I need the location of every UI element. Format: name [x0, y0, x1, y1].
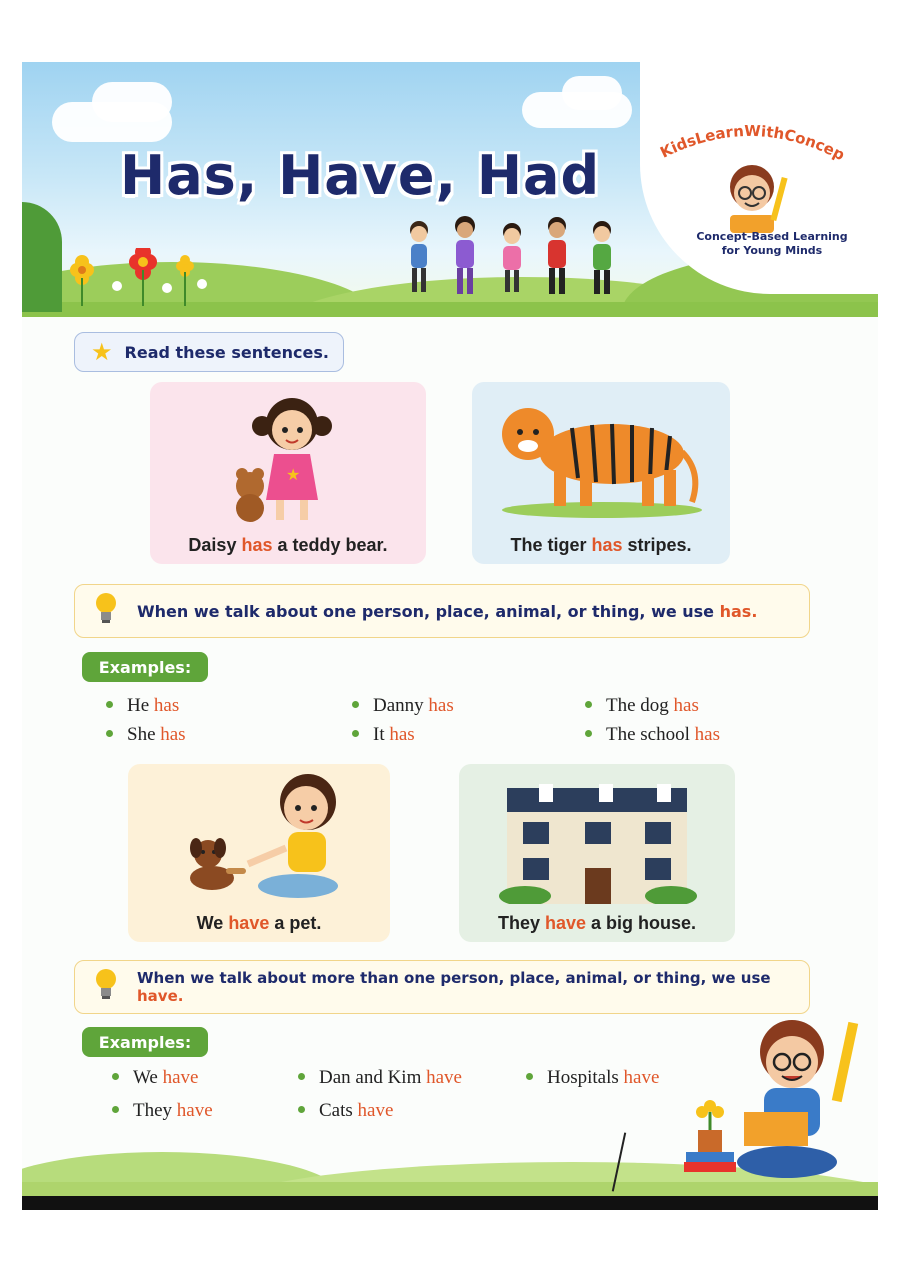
example-hospitals-have: Hospitals have [526, 1067, 659, 1089]
brand-text: KidsLearnWithConcep [657, 122, 848, 162]
example-he-has: He has [106, 695, 179, 717]
page-title: Has, Have, Had [120, 144, 601, 207]
read-prompt-label: Read these sentences. [124, 342, 329, 362]
lightbulb-icon [93, 967, 119, 1007]
reading-boy-illustration [672, 1012, 872, 1192]
caption-we-have: We have a pet. [196, 913, 322, 933]
rule-have-text: When we talk about more than one person, place, animal, or thing, we use have. [137, 969, 771, 1005]
example-she-has: She has [106, 724, 186, 746]
tiger-illustration [492, 392, 712, 522]
star-icon: ★ [91, 338, 113, 366]
caption-daisy: Daisy has a teddy bear. [188, 535, 388, 555]
card-tiger-stripes [472, 382, 730, 564]
mascot-boy-icon [712, 157, 792, 237]
children-walking-illustration [397, 212, 637, 302]
lightbulb-icon [93, 591, 119, 631]
example-they-have: They have [112, 1100, 213, 1122]
svg-text:★: ★ [286, 465, 301, 484]
example-dog-has: The dog has [585, 695, 699, 717]
caption-tiger: The tiger has stripes. [510, 535, 692, 555]
caption-they-have: They have a big house. [497, 913, 697, 933]
bottom-bar [22, 1196, 878, 1210]
example-danny-has: Danny has [352, 695, 454, 717]
rule-has [74, 584, 810, 638]
rule-have [74, 960, 810, 1014]
flowers-illustration [57, 248, 217, 308]
card-we-have-pet [128, 764, 390, 942]
girl-with-teddy-illustration [220, 388, 360, 528]
examples-badge-has: Examples: [82, 652, 208, 682]
read-prompt-pill [74, 332, 344, 372]
tagline-line-1: Concept-Based Learning [696, 230, 848, 243]
example-cats-have: Cats have [298, 1100, 393, 1122]
examples-badge-have: Examples: [82, 1027, 208, 1057]
card-daisy-teddy [150, 382, 426, 564]
example-dan-kim-have: Dan and Kim have [298, 1067, 462, 1089]
tagline [687, 230, 857, 258]
card-they-have-house [459, 764, 735, 942]
example-it-has: It has [352, 724, 415, 746]
rule-has-text: When we talk about one person, place, animal, or thing, we use has. [137, 601, 758, 621]
example-school-has: The school has [585, 724, 720, 746]
worksheet [22, 62, 878, 1202]
brand-wordmark [650, 122, 850, 162]
tagline-line-2: for Young Minds [721, 244, 823, 257]
svg-text:KidsLearnWithConcept.in [650, 122, 848, 162]
example-we-have: We have [112, 1067, 198, 1089]
house-illustration [485, 784, 709, 904]
girl-with-puppy-illustration [168, 768, 368, 908]
